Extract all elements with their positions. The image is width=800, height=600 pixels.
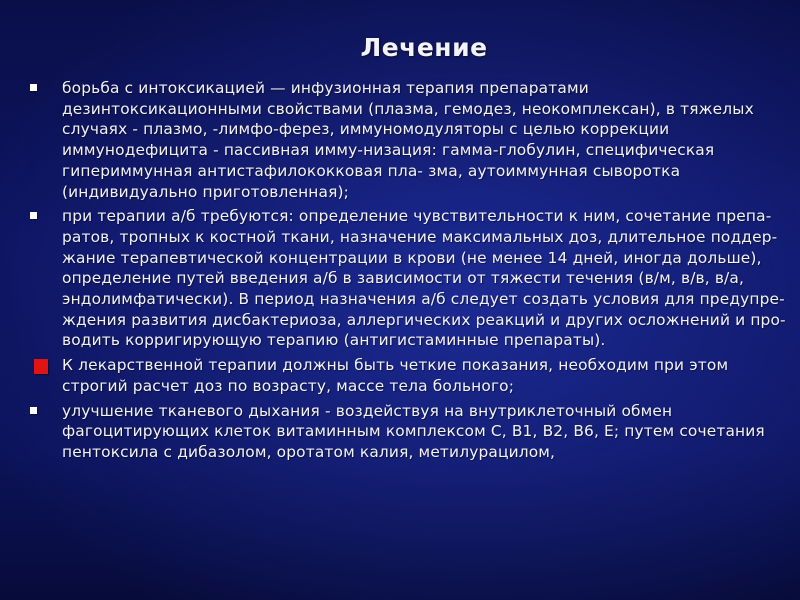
bullet-list (30, 78, 788, 467)
list-item (30, 355, 788, 396)
list-item-text: при терапии а/б требуются: определение чувствительности к ним, сочетание препа- ратов, тропных к костной ткани, назначение максимальных доз, длительное поддер-жание терапевтической концентрации в крови (не менее 14 дней, иногда дольше), определение путей введения а/б в зависимости от тяжести течения (в/м, в/в, в/а, эндолимфатически). В период назначения а/б следует создать условия для предупре-ждения развития дисбактериоза, аллергических реакций и других осложнений и про-водить корригирующую терапию (антигистаминные препараты). (62, 207, 786, 350)
red-square-bullet-icon (34, 359, 48, 374)
list-item-text: К лекарственной терапии должны быть четкие показания, необходим при этом строгий расчет доз по возрасту, массе тела больного; (62, 356, 729, 395)
list-item-text: борьба с интоксикацией — инфузионная терапия препаратами дезинтоксикационными свойствами (плазма, гемодез, неокомплексан), в тяжелых случаях - плазмо, -лимфо-ферез, иммуномодуляторы с целью коррекции иммунодефицита - пассивная имму-низация: гамма-глобулин, специфическая гипериммунная антистафилококковая пла- зма, аутоиммунная сыворотка (индивидуально приготовленная); (62, 79, 754, 201)
list-item (30, 78, 788, 202)
square-bullet-icon (30, 212, 37, 219)
list-item (30, 401, 788, 463)
list-item (30, 206, 788, 351)
slide-title: Лечение (360, 33, 488, 62)
list-item-text: улучшение тканевого дыхания - воздействуя на внутриклеточный обмен фагоцитирующих клеток витаминным комплексом С, В1, В2, В6, Е; путем сочетания пентоксила с дибазолом, оротатом калия, метилурацилом, (62, 401, 765, 461)
square-bullet-icon (30, 407, 37, 414)
square-bullet-icon (30, 84, 37, 91)
